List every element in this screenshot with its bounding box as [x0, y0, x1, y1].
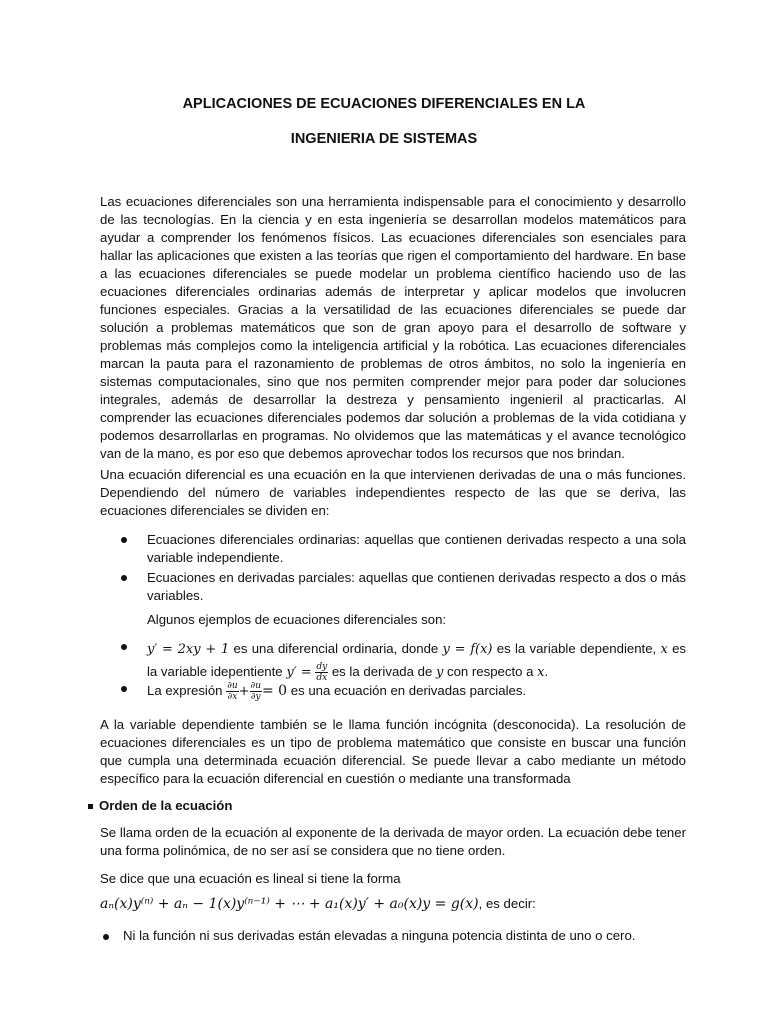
examples-intro: Algunos ejemplos de ecuaciones diferenciales son: [147, 612, 447, 627]
intro-paragraph: Las ecuaciones diferenciales son una herramienta indispensable para el conocimiento y desarrollo de las tecnologías. En la ciencia y en esta ingeniería se desarrollan modelos matemáticos para ayudar a comprender los fenómenos físicos. Las ecuaciones diferenciales son esenciales para hallar las aplicaciones que existen a las teorías que rigen el comportamiento del hardware. En base a las ecuaciones diferenciales se puede modelar un problema científico haciendo uso de las ecuaciones diferenciales ordinarias además de interpretar y aplicar modelos que involucren funciones especiales. Gracias a la versatilidad de las ecuaciones diferenciales se puede dar solución a problemas matemáticos que son de gran apoyo para el desarrollo de software y problemas más complejos como la inteligencia artificial y la robótica. Las ecuaciones diferenciales marcan la pauta para el razonamiento de problemas de otros ámbitos, no solo la ingeniería en sistemas computacionales, sino que nos permiten comprender mejor para poder dar soluciones integrales, además de desarrollar la destreza y pensamiento ingenieril al practicarlas. Al comprender las ecuaciones diferenciales podemos dar solución a problemas de la vida cotidiana y podemos desarrollarlas en programas. No olvidemos que las matemáticas y el avance tecnológico van de la mano, es por eso que debemos aprovechar todos los recursos que nos brindan. [100, 194, 686, 461]
list-item [121, 531, 686, 567]
linear-equation: aₙ(x)y⁽ⁿ⁾ + aₙ − 1(x)y⁽ⁿ⁻¹⁾ + ⋯ + a₁(x)y′ + a₀(x)y = g(x) [100, 896, 479, 912]
example-ordinary [121, 638, 686, 684]
linear-condition-item [103, 928, 686, 943]
example-text: . [544, 664, 549, 679]
example-text: es la derivada de [328, 664, 436, 679]
variable-y: y [435, 665, 444, 680]
document-title-line2: INGENIERIA DE SISTEMAS [290, 131, 478, 147]
example-text: La expresión [147, 683, 227, 698]
section-heading-orden [88, 798, 232, 813]
bullet-icon [103, 934, 109, 940]
fraction-du-dy [250, 681, 262, 702]
fraction-denominator: dx [316, 673, 328, 684]
resolution-paragraph: A la variable dependiente también se le llama función incógnita (desconocida). La resolución de ecuaciones diferenciales es un tipo de problema matemático que consiste en buscar una función que cumpla una determinada ecuación diferencial. Se puede llevar a cabo mediante un método específico para la ecuación diferencial en cuestión o mediante una transformada [100, 717, 686, 786]
list-item-text: Ecuaciones diferenciales ordinarias: aquellas que contienen derivadas respecto a una sola variable independiente. [147, 532, 686, 565]
fraction-numerator: ∂u [250, 681, 261, 692]
formula-tail-text: , es decir: [478, 896, 536, 911]
equation-equals-zero: = 0 [262, 683, 288, 699]
section-heading-text: Orden de la ecuación [99, 798, 233, 813]
bullet-icon [121, 575, 127, 581]
plus-sign: + [238, 684, 250, 699]
linear-paragraph: Se dice que una ecuación es lineal si tiene la forma [100, 871, 401, 886]
bullet-icon [121, 537, 127, 543]
bullet-icon [121, 644, 127, 650]
example-text: es la variable idepentiente [147, 641, 687, 679]
example-text: es una ecuación en derivadas parciales. [287, 683, 527, 698]
example-text: es una diferencial ordinaria, donde [229, 641, 443, 656]
square-bullet-icon [88, 804, 93, 809]
equation-types-list [121, 531, 686, 605]
linear-condition-text: Ni la función ni sus derivadas están elevadas a ninguna potencia distinta de uno o cero. [123, 928, 636, 943]
fraction-denominator: ∂x [227, 692, 238, 703]
bullet-icon [121, 686, 127, 692]
list-item [121, 569, 686, 605]
variable-x: x [537, 665, 545, 680]
fraction-numerator: dy [316, 662, 328, 673]
fraction-numerator: ∂u [227, 681, 238, 692]
linear-equation-formula [100, 896, 536, 912]
equation-ordinary: y′ = 2xy + 1 [147, 642, 230, 657]
order-paragraph: Se llama orden de la ecuación al exponente de la derivada de mayor orden. La ecuación debe tener una forma polinómica, de no ser así se considera que no tiene orden. [100, 825, 686, 858]
fraction-denominator: ∂y [250, 692, 261, 703]
example-partial [121, 680, 686, 703]
document-title-line1: APLICACIONES DE ECUACIONES DIFERENCIALES EN LA [182, 96, 586, 112]
definition-paragraph: Una ecuación diferencial es una ecuación en la que intervienen derivadas de una o más funciones. Dependiendo del número de variables independientes respecto de las que se deriva, las ecuaciones diferenciales se dividen en: [100, 467, 686, 518]
fraction-du-dx [226, 681, 238, 702]
variable-x: x [660, 642, 668, 657]
equation-function: y = f(x) [442, 642, 493, 657]
list-item-text: Ecuaciones en derivadas parciales: aquellas que contienen derivadas respecto a dos o más variables. [147, 570, 686, 603]
equation-derivative: y′ = [286, 665, 312, 680]
example-text: es la variable dependiente, [492, 641, 661, 656]
example-text: con respecto a [443, 664, 538, 679]
